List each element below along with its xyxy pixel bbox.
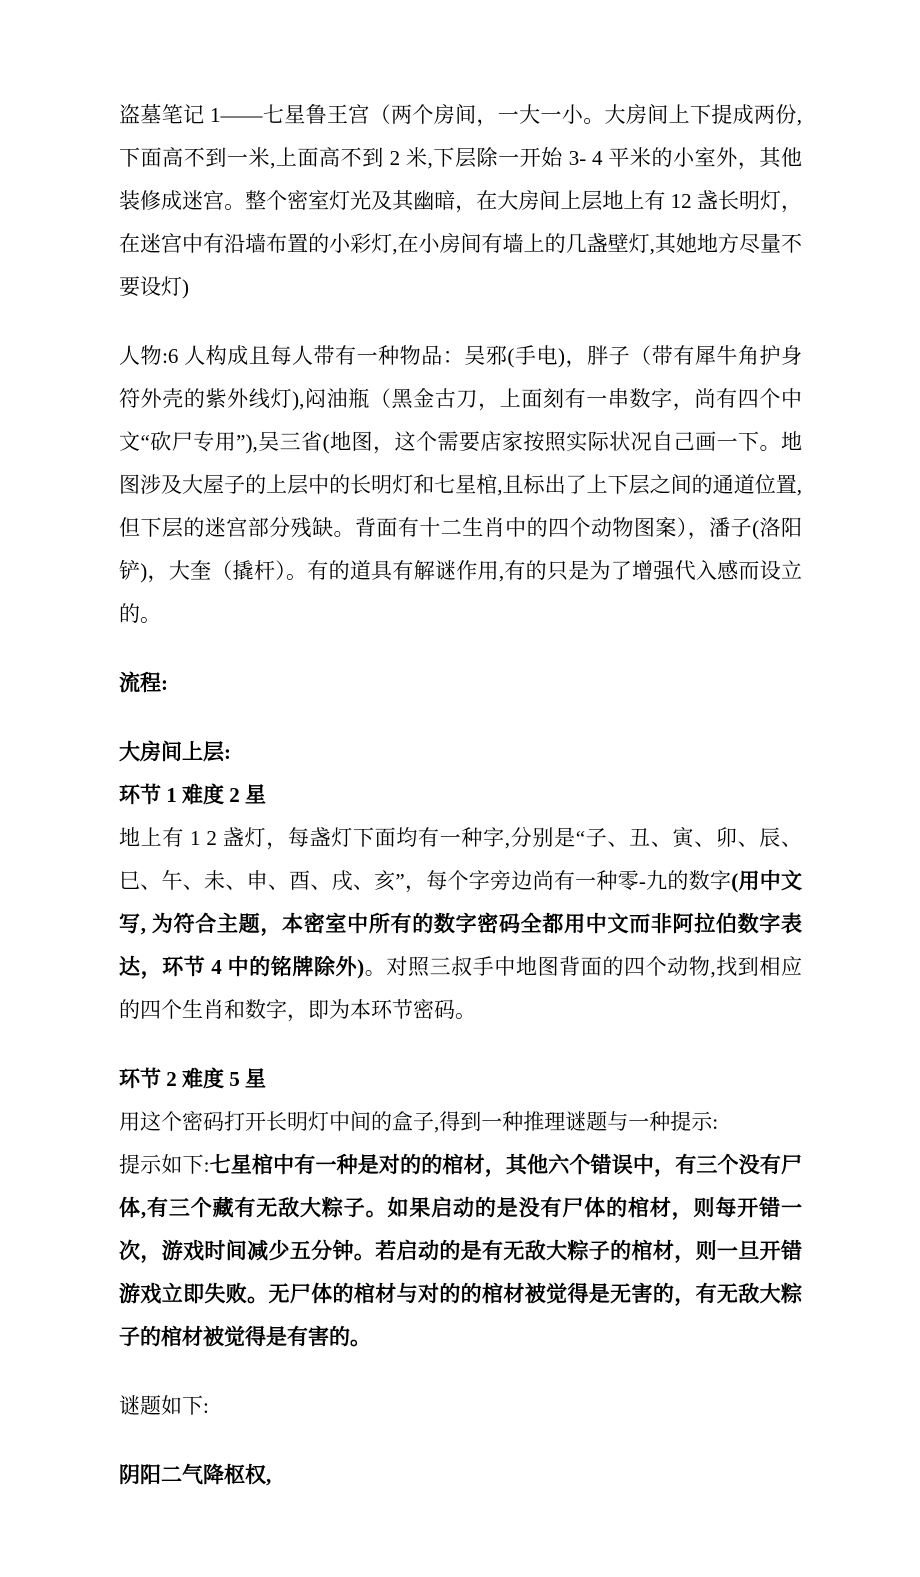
paragraph [119,731,802,774]
paragraph [119,335,802,636]
text-run: 提示如下: [119,1153,210,1177]
text-run: 地上有 1 2 盏灯，每盏灯下面均有一种字,分别是“子、丑、寅、卯、辰、巳、午、未、申、酉、戌、亥”，每个字旁边尚有一种零-九的数字 [119,826,802,893]
paragraph [119,1144,802,1359]
paragraph [119,817,802,1032]
paragraph [119,94,802,309]
document-body [119,94,802,1497]
paragraph [119,1101,802,1144]
paragraph [119,1454,802,1497]
paragraph [119,774,802,817]
text-run: 人物:6 人构成且每人带有一种物品：吴邪(手电)，胖子（带有犀牛角护身符外壳的紫外线灯),闷油瓶（黑金古刀，上面刻有一串数字，尚有四个中文“砍尸专用”),吴三省(地图，这个需要店家按照实际状况自己画一下。地图涉及大屋子的上层中的长明灯和七星棺,且标出了上下层之间的通道位置,但下层的迷宫部分残缺。背面有十二生肖中的四个动物图案），潘子(洛阳铲)，大奎（撬杆）。有的道具有解谜作用,有的只是为了增强代入感而设立的。 [119,344,802,626]
paragraph [119,662,802,705]
text-run: 盗墓笔记 1——七星鲁王宫（两个房间，一大一小。大房间上下提成两份,下面高不到一米,上面高不到 2 米,下层除一开始 3- 4 平米的小室外，其他装修成迷宫。整个密室灯光及其幽暗，在大房间上层地上有 12 盏长明灯，在迷宫中有沿墙布置的小彩灯,在小房间有墙上的几盏壁灯,其她地方尽量不要设灯) [119,103,802,299]
text-run: 流程: [119,671,168,695]
text-run: 。对照三叔手中地图背面的四个动物,找到相应的四个生肖和数字，即为本环节密码。 [119,955,803,1022]
text-run: 阴阳二气降枢权, [119,1463,272,1487]
text-run: 环节 1 难度 2 星 [119,783,266,807]
text-run: 环节 2 难度 5 星 [119,1067,266,1091]
paragraph [119,1385,802,1428]
text-run: (用中文写, 为符合主题，本密室中所有的数字密码全都用中文而非阿拉伯数字表达，环节 4 中的铭牌除外) [119,869,803,979]
text-run: 用这个密码打开长明灯中间的盒子,得到一种推理谜题与一种提示: [119,1110,719,1134]
text-run: 谜题如下: [119,1394,209,1418]
paragraph [119,1058,802,1101]
text-run: 大房间上层: [119,740,231,764]
text-run: 七星棺中有一种是对的的棺材，其他六个错误中，有三个没有尸体,有三个藏有无敌大粽子。如果启动的是没有尸体的棺材，则每开错一次，游戏时间减少五分钟。若启动的是有无敌大粽子的棺材，则一旦开错游戏立即失败。无尸体的棺材与对的的棺材被觉得是无害的，有无敌大粽子的棺材被觉得是有害的。 [119,1153,802,1349]
